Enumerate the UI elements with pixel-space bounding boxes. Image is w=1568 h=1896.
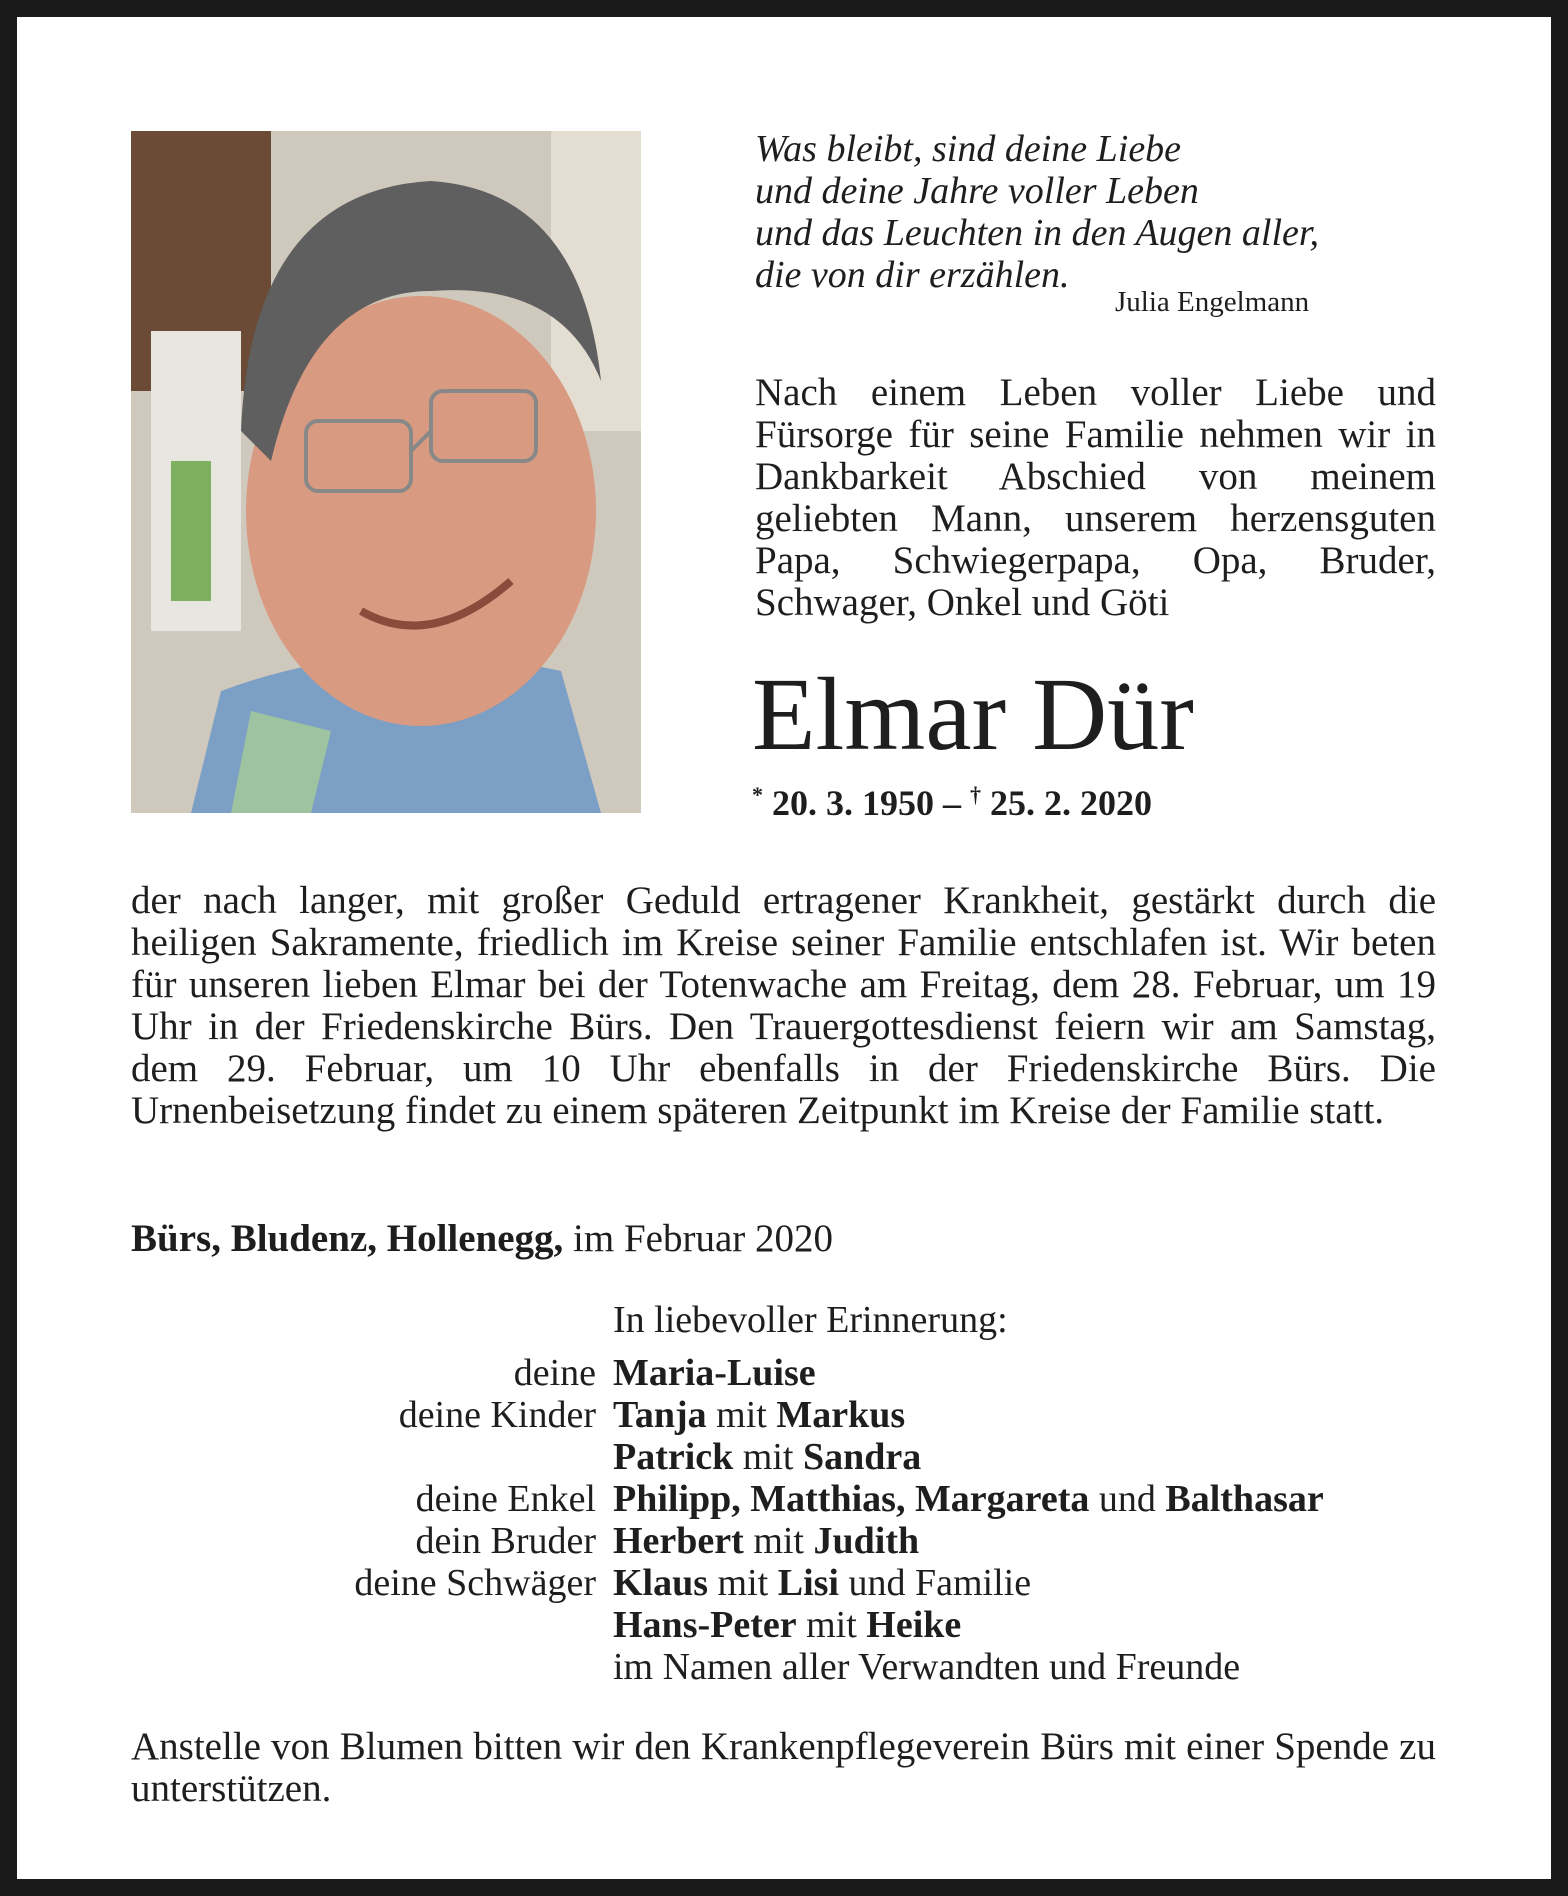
birth-date: 20. 3. 1950	[772, 783, 934, 823]
towns: Bürs, Bludenz, Hollenegg,	[131, 1217, 564, 1260]
place-date	[131, 1216, 833, 1261]
family-row	[131, 1604, 1324, 1646]
main-text: der nach langer, mit großer Geduld ertragener Krankheit, gestärkt durch die heiligen Sakramente, friedlich im Kreise seiner Familie entschlafen ist. Wir beten für unseren lieben Elmar bei der Totenwache am Freitag, dem 28. Februar, um 19 Uhr in der Friedenskirche Bürs. Den Trauergottesdienst feiern wir am Samstag, dem 29. Februar, um 10 Uhr ebenfalls in der Friedenskirche Bürs. Die Urnenbeisetzung findet zu einem späteren Zeitpunkt im Kreise der Familie statt.	[131, 879, 1436, 1132]
relation-label: deine	[513, 1352, 596, 1394]
family-member-name: Maria-Luise	[613, 1352, 816, 1394]
relation-names	[613, 1646, 1240, 1688]
family-row	[131, 1394, 1324, 1436]
deceased-name: Elmar Dür	[752, 657, 1194, 772]
family-row	[131, 1436, 1324, 1478]
closing-text: Anstelle von Blumen bitten wir den Krankenpflegeverein Bürs mit einer Spende zu unterstützen.	[131, 1725, 1436, 1810]
connector-text: mit	[796, 1604, 867, 1646]
family-member-name: Philipp, Matthias, Margareta	[613, 1478, 1090, 1520]
intro-text: Nach einem Leben voller Liebe und Fürsorge für seine Familie nehmen wir in Dankbarkeit Abschied von meinem geliebten Mann, unserem herzensguten Papa, Schwiegerpapa, Opa, Bruder, Schwager, Onkel und Göti	[755, 371, 1436, 624]
quote-line: und deine Jahre voller Leben	[755, 170, 1199, 212]
notice-date: im Februar 2020	[573, 1217, 834, 1260]
relation-names	[613, 1352, 816, 1394]
family-member-name: Markus	[776, 1394, 906, 1436]
connector-text: mit	[706, 1394, 777, 1436]
family-member-name: Patrick	[613, 1436, 734, 1478]
family-list	[131, 1352, 1324, 1688]
relation-label	[131, 1646, 613, 1688]
family-row	[131, 1352, 1324, 1394]
relation-names	[613, 1520, 919, 1562]
relation-label: deine Enkel	[415, 1478, 596, 1520]
quote	[755, 128, 1319, 296]
family-row	[131, 1478, 1324, 1520]
family-member-name: Balthasar	[1165, 1478, 1324, 1520]
remembrance-heading: In liebevoller Erinnerung:	[613, 1299, 1008, 1341]
connector-text: und	[1089, 1478, 1166, 1520]
family-member-name: Klaus	[613, 1562, 709, 1604]
family-member-name: Heike	[866, 1604, 962, 1646]
death-symbol: †	[970, 782, 981, 807]
family-member-name: Sandra	[802, 1436, 922, 1478]
quote-line: die von dir erzählen.	[755, 254, 1070, 296]
birth-symbol: *	[752, 782, 763, 807]
date-separator: –	[943, 783, 961, 823]
family-row	[131, 1646, 1324, 1688]
connector-text: mit	[743, 1520, 814, 1562]
relation-label: deine Schwäger	[354, 1562, 596, 1604]
quote-line: Was bleibt, sind deine Liebe	[755, 128, 1182, 170]
relation-names	[613, 1394, 905, 1436]
connector-text: und Familie	[838, 1562, 1032, 1604]
portrait-photo	[131, 131, 641, 813]
life-dates	[752, 782, 1152, 824]
family-member-name: Herbert	[613, 1520, 744, 1562]
relation-label: dein Bruder	[415, 1520, 596, 1562]
family-member-name: Lisi	[777, 1562, 839, 1604]
family-row	[131, 1562, 1324, 1604]
relation-label	[131, 1436, 613, 1478]
relation-names	[613, 1436, 921, 1478]
death-date: 25. 2. 2020	[990, 783, 1152, 823]
relation-label	[131, 1604, 613, 1646]
family-member-name: Hans-Peter	[613, 1604, 797, 1646]
connector-text: mit	[733, 1436, 803, 1478]
family-member-name: Judith	[813, 1520, 920, 1562]
family-member-name: Tanja	[613, 1394, 707, 1436]
relation-label: deine Kinder	[398, 1394, 596, 1436]
connector-text: mit	[708, 1562, 778, 1604]
relation-names	[613, 1562, 1031, 1604]
relation-names	[613, 1604, 961, 1646]
family-row	[131, 1520, 1324, 1562]
quote-line: und das Leuchten in den Augen aller,	[755, 212, 1319, 254]
quote-author: Julia Engelmann	[1115, 286, 1310, 318]
connector-text: im Namen aller Verwandten und Freunde	[613, 1646, 1241, 1688]
relation-names	[613, 1478, 1324, 1520]
